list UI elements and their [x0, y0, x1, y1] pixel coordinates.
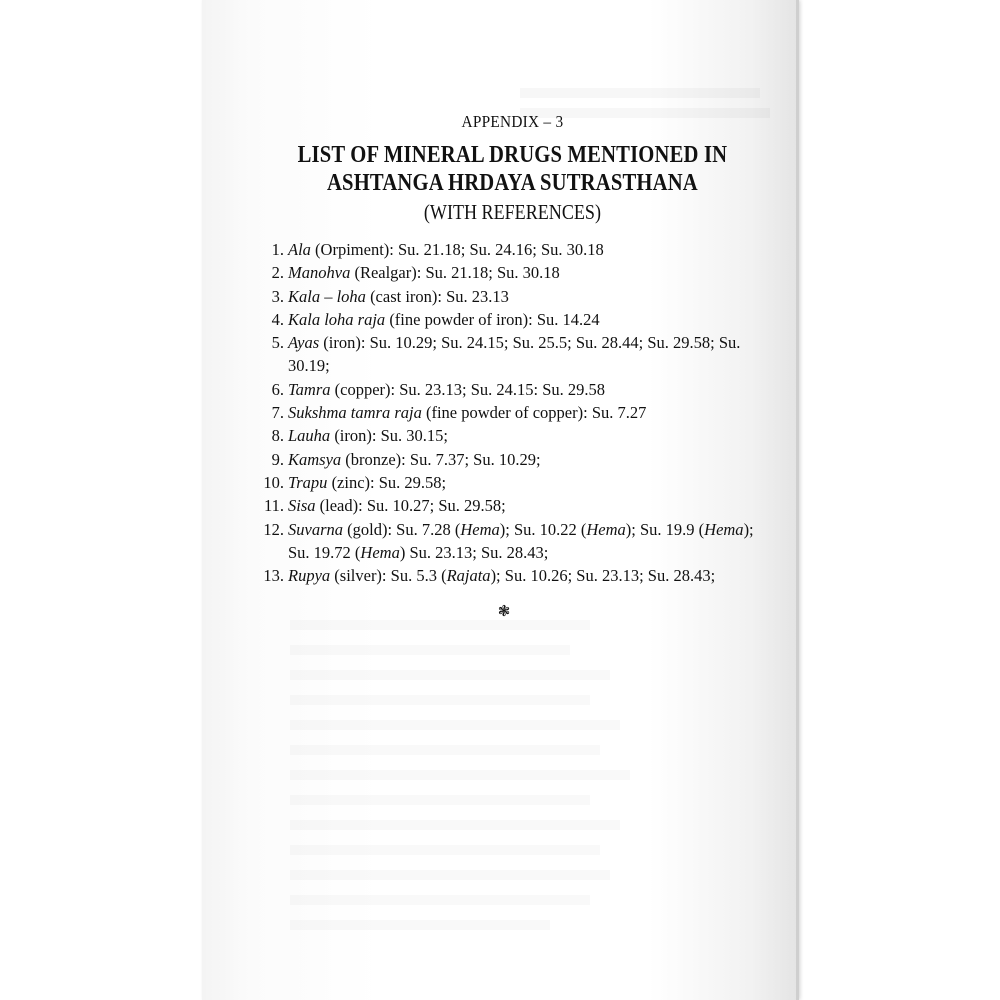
list-item: [262, 448, 782, 471]
drug-references: );: [743, 519, 754, 539]
drug-name: Rupya: [288, 566, 331, 586]
item-number: 13.: [263, 566, 284, 586]
drug-references: (silver): Su. 5.3 (: [330, 566, 447, 586]
drug-name: Suvarna: [288, 519, 343, 539]
synonym: Hema: [704, 519, 744, 539]
list-item: [262, 285, 782, 308]
drug-references: ); Su. 10.22 (: [499, 519, 587, 539]
list-item: [262, 261, 782, 284]
drug-name: Ayas: [288, 333, 320, 353]
drug-name: Kamsya: [288, 449, 342, 469]
item-number: 1.: [271, 240, 284, 259]
list-item: [262, 331, 782, 378]
drug-references: (iron): Su. 10.29; Su. 24.15; Su. 25.5; Su. 28.44; Su. 29.58; Su.: [319, 333, 741, 353]
drug-references: ); Su. 10.26; Su. 23.13; Su. 28.43;: [490, 566, 716, 586]
list-item: [262, 518, 782, 565]
list-item: [262, 238, 782, 261]
item-number: 7.: [271, 403, 284, 423]
item-number: 3.: [271, 286, 284, 306]
drug-references: ) Su. 23.13; Su. 28.43;: [399, 542, 549, 562]
drug-references: ); Su. 19.9 (: [625, 519, 705, 539]
synonym: Hema: [360, 542, 400, 562]
drug-references: (Orpiment): Su. 21.18; Su. 24.16; Su. 30.18: [310, 240, 604, 259]
item-number: 9.: [271, 449, 284, 469]
item-number: 2.: [271, 263, 284, 283]
drug-name: Ala: [288, 240, 311, 259]
list-item: [262, 494, 782, 517]
drug-name: Sisa: [288, 496, 316, 516]
drug-name: Kala loha raja: [288, 309, 386, 329]
item-number: 10.: [263, 472, 284, 492]
item-number: 8.: [271, 426, 284, 446]
item-number: 12.: [263, 519, 284, 539]
page-subtitle: (WITH REFERENCES): [423, 200, 601, 224]
synonym: Hema: [460, 519, 500, 539]
list-item: [262, 401, 782, 424]
drug-name: Tamra: [288, 379, 331, 399]
page-title-line-2: ASHTANGA HRDAYA SUTRASTHANA: [326, 170, 698, 196]
drug-name: Sukshma tamra raja: [288, 403, 422, 423]
item-number: 4.: [271, 309, 284, 329]
drug-references-continued: [288, 541, 782, 564]
item-number: 11.: [263, 496, 284, 516]
synonym: Rajata: [446, 566, 491, 586]
drug-references: (fine powder of copper): Su. 7.27: [421, 403, 647, 423]
drug-references: (bronze): Su. 7.37; Su. 10.29;: [341, 449, 541, 469]
drug-references: (Realgar): Su. 21.18; Su. 30.18: [350, 263, 560, 283]
drug-references: (lead): Su. 10.27; Su. 29.58;: [315, 496, 506, 516]
drug-name: Manohva: [288, 263, 351, 283]
drug-name: Lauha: [288, 426, 331, 446]
drug-references: (copper): Su. 23.13; Su. 24.15: Su. 29.58: [330, 379, 606, 399]
drug-references: (iron): Su. 30.15;: [330, 426, 448, 446]
page-title-line-1: LIST OF MINERAL DRUGS MENTIONED IN: [297, 142, 728, 168]
list-item: [262, 564, 782, 587]
item-number: 5.: [271, 333, 284, 353]
list-item: [262, 471, 782, 494]
drug-name: Trapu: [288, 472, 328, 492]
item-number: 6.: [271, 379, 284, 399]
drug-references-continued: 30.19;: [288, 356, 330, 376]
ornament-icon: ❃: [497, 604, 511, 620]
drug-name: Kala – loha: [288, 286, 366, 306]
drug-references: Su. 19.72 (: [288, 542, 361, 562]
drug-references: (cast iron): Su. 23.13: [365, 286, 509, 306]
appendix-label: APPENDIX – 3: [461, 112, 564, 131]
list-item: [262, 378, 782, 401]
list-item: [262, 308, 782, 331]
mineral-drug-list: [262, 238, 782, 587]
drug-references: (zinc): Su. 29.58;: [327, 472, 447, 492]
synonym: Hema: [586, 519, 626, 539]
list-item: [262, 424, 782, 447]
drug-references: (gold): Su. 7.28 (: [343, 519, 461, 539]
drug-references: (fine powder of iron): Su. 14.24: [385, 309, 600, 329]
